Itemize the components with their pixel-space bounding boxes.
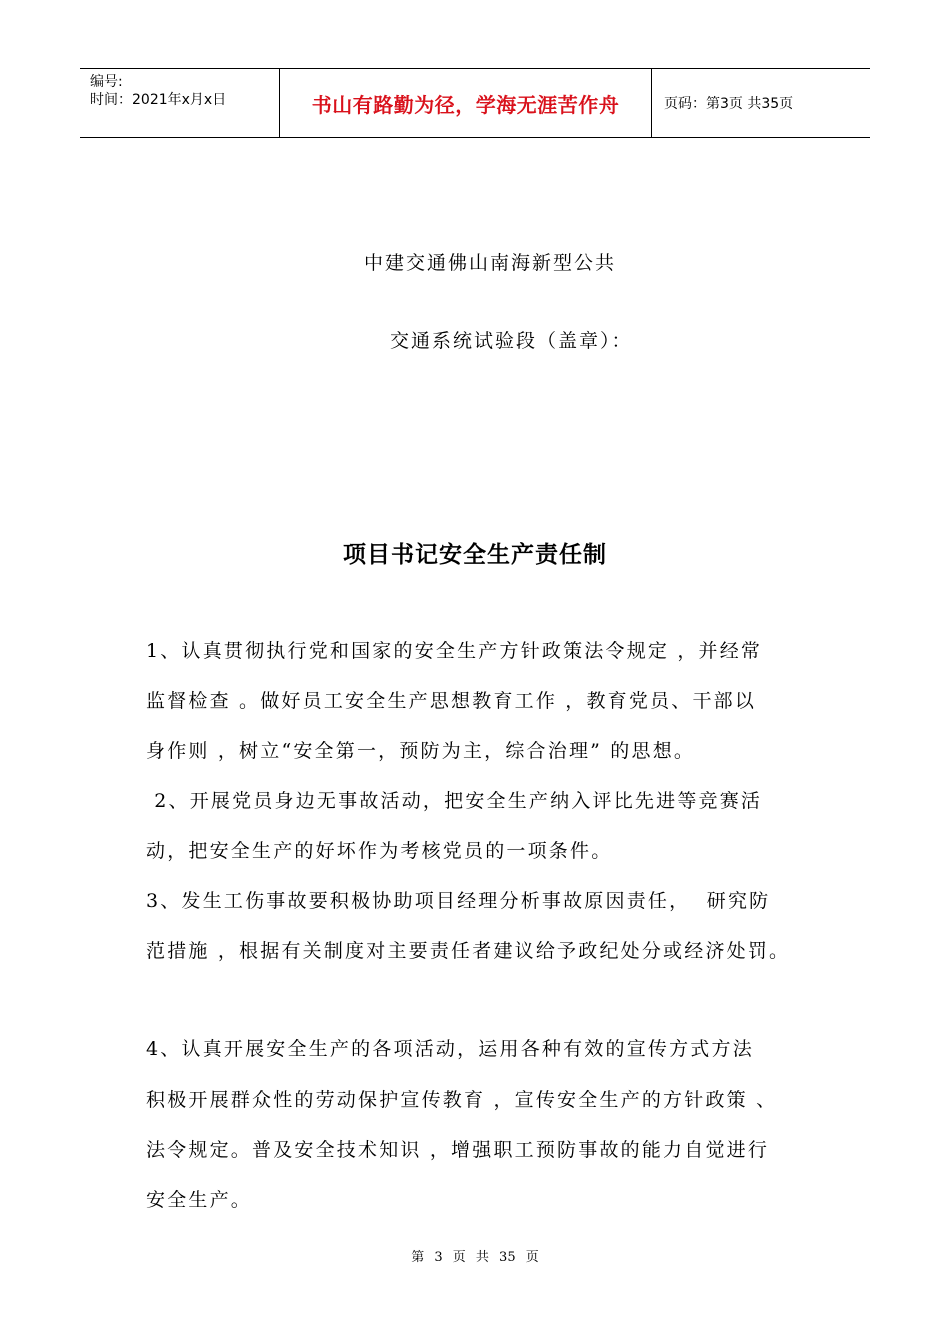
paragraph-2-line-1: 2、开展党员身边无事故活动，把安全生产纳入评比先进等竞赛活: [146, 790, 763, 812]
paragraph-4-line-4: 安全生产。: [146, 1189, 253, 1211]
paragraph-1-line-2: 监督检查 。做好员工安全生产思想教育工作 ，教育党员、干部以: [146, 690, 757, 712]
paragraph-2-line-2: 动，把安全生产的好坏作为考核党员的一项条件。: [146, 840, 613, 862]
page-footer: 第 3 页 共 35 页: [411, 1250, 539, 1265]
paragraph-1-line-3: 身作则 ，树立“安全第一，预防为主，综合治理” 的思想。: [146, 740, 696, 762]
page-header: [80, 68, 870, 138]
paragraph-1-line-1: 1、认真贯彻执行党和国家的安全生产方针政策法令规定 ，并经常: [146, 640, 763, 662]
header-meta: [80, 69, 280, 137]
recipient-line-1: 中建交通佛山南海新型公共: [364, 252, 617, 274]
paragraph-4-line-1: 4、认真开展安全生产的各项活动，运用各种有效的宣传方式方法: [146, 1038, 754, 1060]
paragraph-3-line-2: 范措施 ，根据有关制度对主要责任者建议给予政纪处分或经济处罚。: [146, 940, 791, 962]
time-label: 时间：2021年x月x日: [90, 92, 227, 108]
header-page-cell: [652, 69, 870, 137]
paragraph-4-line-2: 积极开展群众性的劳动保护宣传教育 ，宣传安全生产的方针政策 、: [146, 1089, 778, 1111]
paragraph-3-line-1: 3、发生工伤事故要积极协助项目经理分析事故原因责任， 研究防: [146, 890, 771, 912]
page-info: 页码：第3页 共35页: [664, 96, 794, 112]
motto-text: 书山有路勤为径，学海无涯苦作舟: [311, 92, 620, 117]
paragraph-4-line-3: 法令规定。普及安全技术知识 ，增强职工预防事故的能力自觉进行: [146, 1139, 770, 1161]
number-label: 编号:: [90, 74, 123, 90]
document-title: 项目书记安全生产责任制: [343, 542, 607, 568]
recipient-line-2: 交通系统试验段（盖章）：: [390, 330, 633, 352]
header-motto-cell: [280, 69, 652, 137]
